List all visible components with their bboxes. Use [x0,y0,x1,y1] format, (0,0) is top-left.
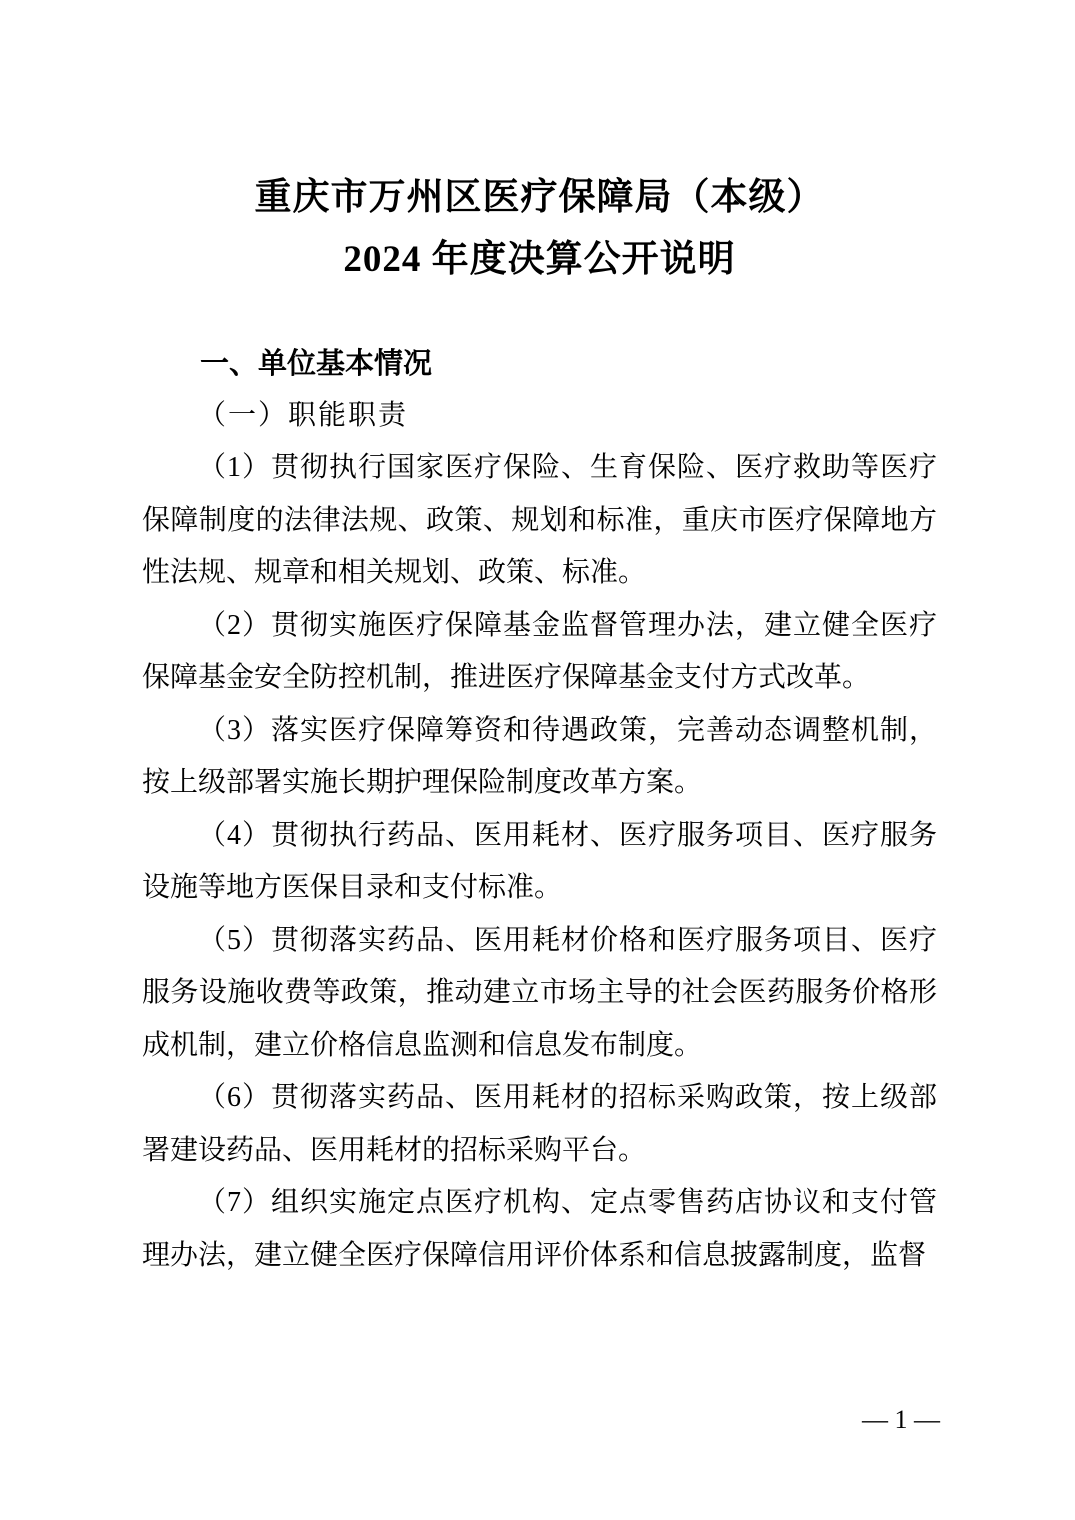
paragraph-duty-6: （6）贯彻落实药品、医用耗材的招标采购政策，按上级部署建设药品、医用耗材的招标采购平台。 [142,1082,937,1166]
paragraph-duty-2: （2）贯彻实施医疗保障基金监督管理办法，建立健全医疗保障基金安全防控机制，推进医疗保障基金支付方式改革。 [142,609,937,693]
section-heading-basic-info: 一、单位基本情况 [200,348,433,380]
sub-heading-duties: （一）职能职责 [198,400,409,431]
paragraph-duty-3: （3）落实医疗保障筹资和待遇政策，完善动态调整机制，按上级部署实施长期护理保险制度改革方案。 [142,714,937,798]
page-number: — 1 — [862,1405,940,1434]
paragraph-duty-1: （1）贯彻执行国家医疗保险、生育保险、医疗救助等医疗保障制度的法律法规、政策、规划和标准，重庆市医疗保障地方性法规、规章和相关规划、政策、标准。 [142,452,937,588]
document-content [142,0,937,1282]
document-title-line1: 重庆市万州区医疗保障局（本级） [254,177,825,218]
document-title-line2: 2024 年度决算公开说明 [343,239,736,280]
paragraph-duty-5: （5）贯彻落实药品、医用耗材价格和医疗服务项目、医疗服务设施收费等政策，推动建立市场主导的社会医药服务价格形成机制，建立价格信息监测和信息发布制度。 [142,924,937,1061]
document-title [142,167,937,291]
paragraph-duty-7: （7）组织实施定点医疗机构、定点零售药店协议和支付管理办法，建立健全医疗保障信用评价体系和信息披露制度，监督 [142,1187,937,1271]
paragraph-duty-4: （4）贯彻执行药品、医用耗材、医疗服务项目、医疗服务设施等地方医保目录和支付标准。 [142,819,937,903]
